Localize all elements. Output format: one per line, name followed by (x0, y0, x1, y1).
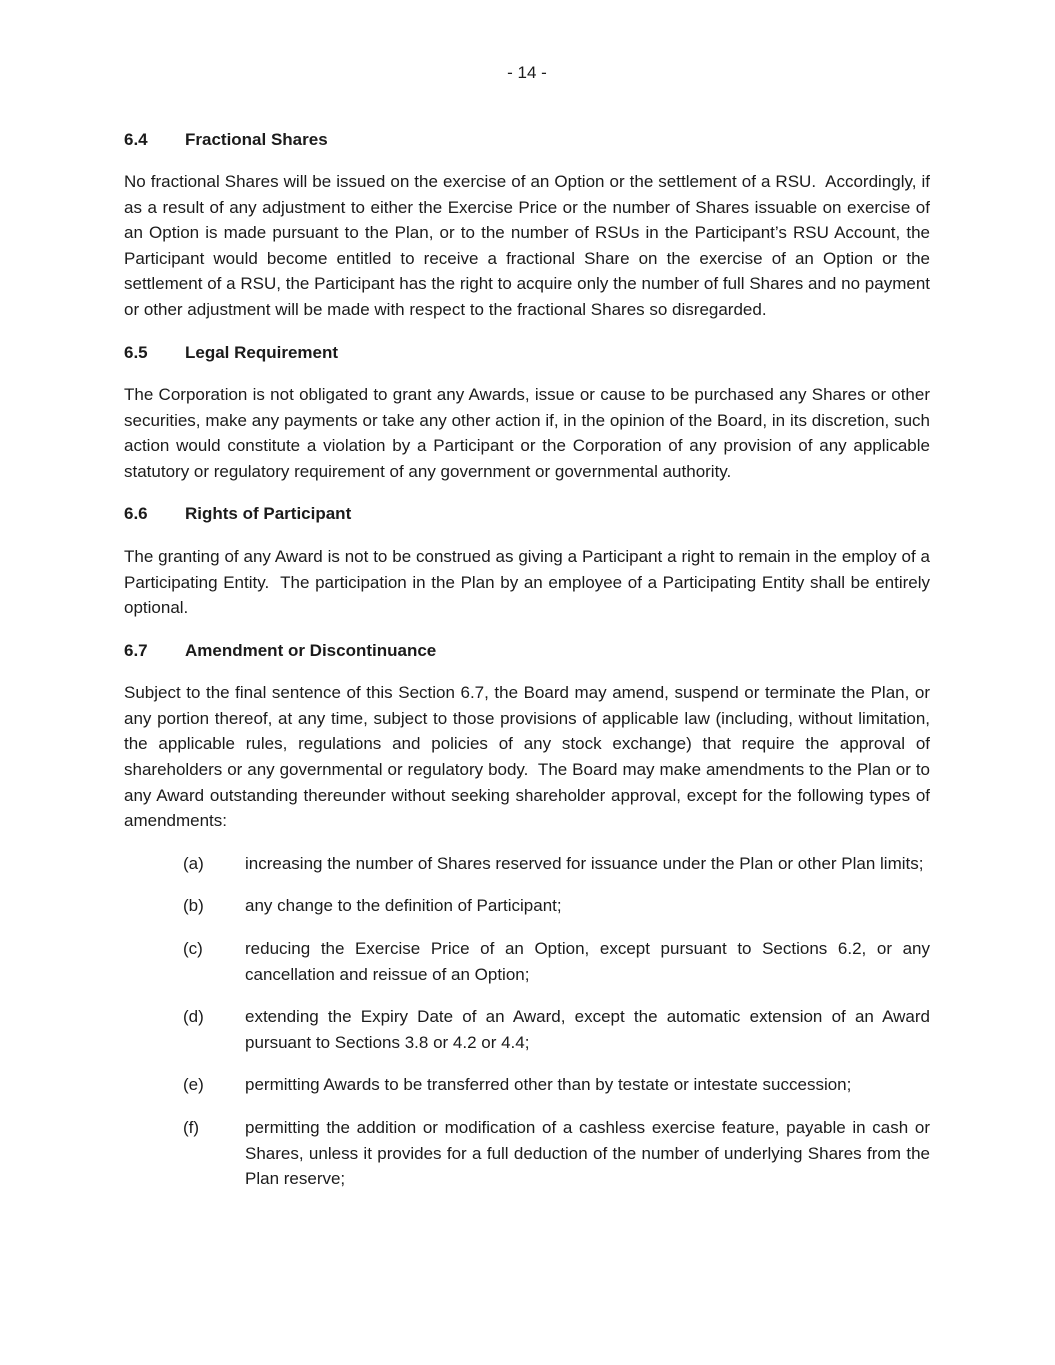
section-paragraph-6-5: The Corporation is not obligated to grant any Awards, issue or cause to be purchased any Shares or other securities, make any payments or take any other action if, in the opinion of the Board, in its discretion, such action would constitute a violation by a Participant or the Corporation of any provision of any applicable statutory or regulatory requirement of any government or governmental authority. (124, 385, 930, 481)
section-heading-6-5 (124, 340, 930, 366)
list-item-marker: (b) (183, 896, 204, 916)
page-number: - 14 - (507, 63, 547, 82)
list-item-marker: (e) (183, 1075, 204, 1095)
list-item-marker: (c) (183, 938, 203, 958)
section-title: Rights of Participant (185, 504, 352, 524)
section-heading-6-6 (124, 501, 930, 527)
list-item-e (183, 1072, 930, 1098)
list-item-text: increasing the number of Shares reserved for issuance under the Plan or other Plan limits; (245, 853, 924, 873)
list-item-marker: (d) (183, 1007, 204, 1027)
section-paragraph-6-7: Subject to the final sentence of this Section 6.7, the Board may amend, suspend or terminate the Plan, or any portion thereof, at any time, subject to those provisions of applicable law (including, without limitation, the applicable rules, regulations and policies of any stock exchange) that require the approval of shareholders or any governmental or regulatory body. The Board may make amendments to the Plan or to any Award outstanding thereunder without seeking shareholder approval, except for the following types of amendments: (124, 683, 930, 831)
section-title: Fractional Shares (185, 129, 328, 149)
list-item-marker: (a) (183, 853, 204, 873)
section-title: Amendment or Discontinuance (185, 640, 437, 660)
section-number: 6.5 (124, 342, 148, 362)
section-paragraph-6-4: No fractional Shares will be issued on the exercise of an Option or the settlement of a RSU. Accordingly, if as a result of any adjustment to either the Exercise Price or the number of Shares issuable on exercise of an Option is made pursuant to the Plan, or to the number of RSUs in the Participant’s RSU Account, the Participant would become entitled to receive a fractional Share on the exercise of an Option or the settlement of a RSU, the Participant has the right to acquire only the number of full Shares and no payment or other adjustment will be made with respect to the fractional Shares so disregarded. (124, 172, 930, 319)
section-title: Legal Requirement (185, 342, 339, 362)
section-number: 6.6 (124, 504, 148, 524)
list-item-d (183, 1004, 930, 1055)
list-item-text: reducing the Exercise Price of an Option, except pursuant to Sections 6.2, or any cancellation and reissue of an Option; (245, 938, 930, 984)
list-item-b (183, 893, 930, 919)
list-item-marker: (f) (183, 1117, 200, 1137)
list-item-text: permitting Awards to be transferred other than by testate or intestate succession; (245, 1075, 852, 1095)
list-item-c (183, 936, 930, 987)
page-content (124, 60, 930, 1192)
list-item-f (183, 1115, 930, 1192)
section-paragraph-6-6: The granting of any Award is not to be construed as giving a Participant a right to remain in the employ of a Participating Entity. The participation in the Plan by an employee of a Participating Entity shall be entirely optional. (124, 546, 930, 618)
list-item-text: extending the Expiry Date of an Award, except the automatic extension of an Award pursuant to Sections 3.8 or 4.2 or 4.4; (245, 1007, 930, 1052)
section-number: 6.7 (124, 640, 148, 660)
section-heading-6-4 (124, 127, 930, 153)
list-item-a (183, 851, 930, 877)
section-heading-6-7 (124, 638, 930, 664)
list-item-text: permitting the addition or modification of a cashless exercise feature, payable in cash or Shares, unless it provides for a full deduction of the number of underlying Shares from the Plan reserve; (245, 1117, 930, 1189)
list-item-text: any change to the definition of Participant; (245, 896, 562, 916)
section-number: 6.4 (124, 129, 148, 149)
